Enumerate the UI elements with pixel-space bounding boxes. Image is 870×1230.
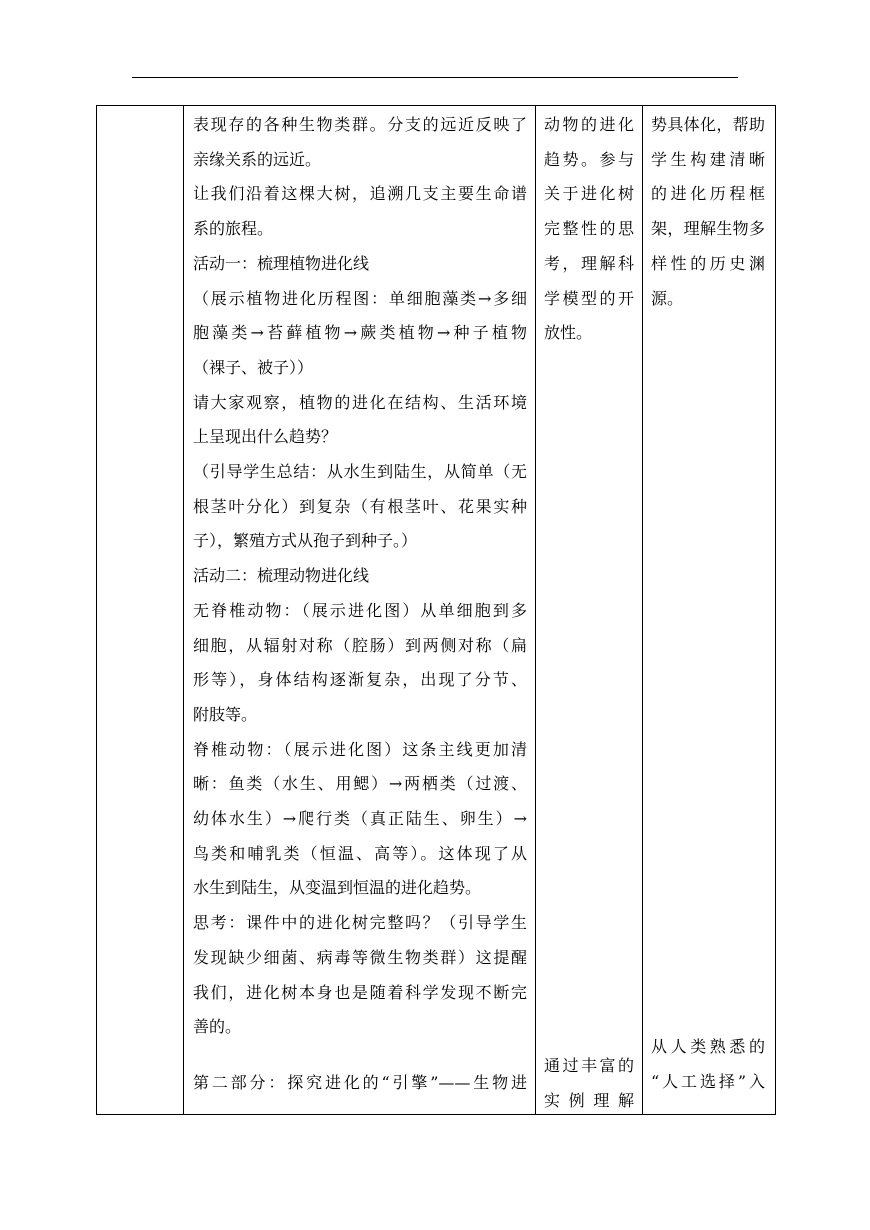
column-divider-3 (642, 106, 643, 1114)
teacher-text-line: 形等），身体结构逐渐复杂，出现了分节、 (193, 670, 527, 690)
design-intent-column (651, 106, 765, 1114)
header-rule (132, 77, 738, 78)
intent-text-line: 从人类熟悉的 (651, 1037, 765, 1056)
student-text-line: 趋势。参与 (544, 149, 634, 169)
teacher-text-line: 我们，进化树本身也是随着科学发现不断完 (193, 982, 527, 1002)
student-text-line: 实例理解 (544, 1090, 634, 1110)
intent-text-line: 样性的历史渊 (651, 253, 765, 273)
intent-text-line: 的进化历程框 (651, 184, 765, 204)
teacher-text-line: 晰：鱼类（水生、用鳃）→两栖类（过渡、 (193, 774, 527, 794)
teacher-text-line: 胞藻类→苔藓植物→蕨类植物→种子植物 (193, 323, 527, 343)
teacher-text-line: （裸子、被子）） (193, 357, 314, 377)
student-text-line: 动物的进化 (544, 115, 634, 134)
intent-text-line: “人工选择”入 (651, 1071, 765, 1091)
student-text-line: 学模型的开 (544, 288, 634, 308)
teacher-text-line: 亲缘关系的远近。 (193, 149, 322, 169)
teacher-text-line: 鸟类和哺乳类（恒温、高等）。这体现了从 (193, 843, 527, 863)
student-text-line: 通过丰富的 (544, 1056, 634, 1075)
teacher-text-line: 根茎叶分化）到复杂（有根茎叶、花果实种 (193, 496, 527, 516)
lesson-plan-table (96, 105, 776, 1115)
intent-text-line: 势具体化，帮助 (651, 115, 765, 134)
teacher-text-line: （引导学生总结：从水生到陆生，从简单（无 (193, 462, 527, 481)
teacher-text-line: （展示植物进化历程图：单细胞藻类→多细 (193, 288, 527, 308)
teacher-text-line: 附肢等。 (193, 704, 258, 724)
teacher-text-line: 细胞，从辐射对称（腔肠）到两侧对称（扁 (193, 635, 527, 655)
student-text-line: 放性。 (544, 323, 593, 343)
student-text-line: 考，理解科 (544, 253, 634, 273)
section-heading-line: 第二部分：探究进化的“引擎”——生物进 (193, 1073, 527, 1092)
teacher-activity-column (193, 106, 527, 1114)
teacher-text-line: 无脊椎动物：（展示进化图）从单细胞到多 (193, 600, 527, 620)
intent-text-line: 源。 (651, 288, 684, 308)
teacher-text-line: 善的。 (193, 1017, 242, 1037)
teacher-text-line: 子），繁殖方式从孢子到种子。） (193, 531, 418, 551)
teacher-text-line: 请大家观察，植物的进化在结构、生活环境 (193, 392, 527, 412)
teacher-text-line: 系的旅程。 (193, 219, 274, 239)
student-activity-column (544, 106, 634, 1114)
teacher-text-line: 水生到陆生，从变温到恒温的进化趋势。 (193, 878, 482, 898)
student-text-line: 关于进化树 (544, 184, 634, 204)
teacher-text-line: 上呈现出什么趋势？ (193, 427, 338, 447)
teacher-text-line: 脊椎动物：（展示进化图）这条主线更加清 (193, 739, 527, 759)
teacher-text-line: 思考：课件中的进化树完整吗？（引导学生 (193, 913, 527, 933)
column-divider-2 (535, 106, 536, 1114)
teacher-text-line: 幼体水生）→爬行类（真正陆生、卵生）→ (193, 809, 527, 828)
intent-text-line: 学生构建清晰 (651, 149, 765, 169)
teacher-text-line: 活动一：梳理植物进化线 (193, 253, 370, 273)
student-text-line: 完整性的思 (544, 219, 634, 239)
teacher-text-line: 活动二：梳理动物进化线 (193, 566, 370, 586)
intent-text-line: 架，理解生物多 (651, 219, 765, 239)
teacher-text-line: 发现缺少细菌、病毒等微生物类群）这提醒 (193, 947, 527, 967)
column-divider-1 (183, 106, 184, 1114)
teacher-text-line: 让我们沿着这棵大树，追溯几支主要生命谱 (193, 184, 527, 204)
teacher-text-line: 表现存的各种生物类群。分支的远近反映了 (193, 115, 527, 134)
stage-column-cell (97, 106, 183, 1114)
